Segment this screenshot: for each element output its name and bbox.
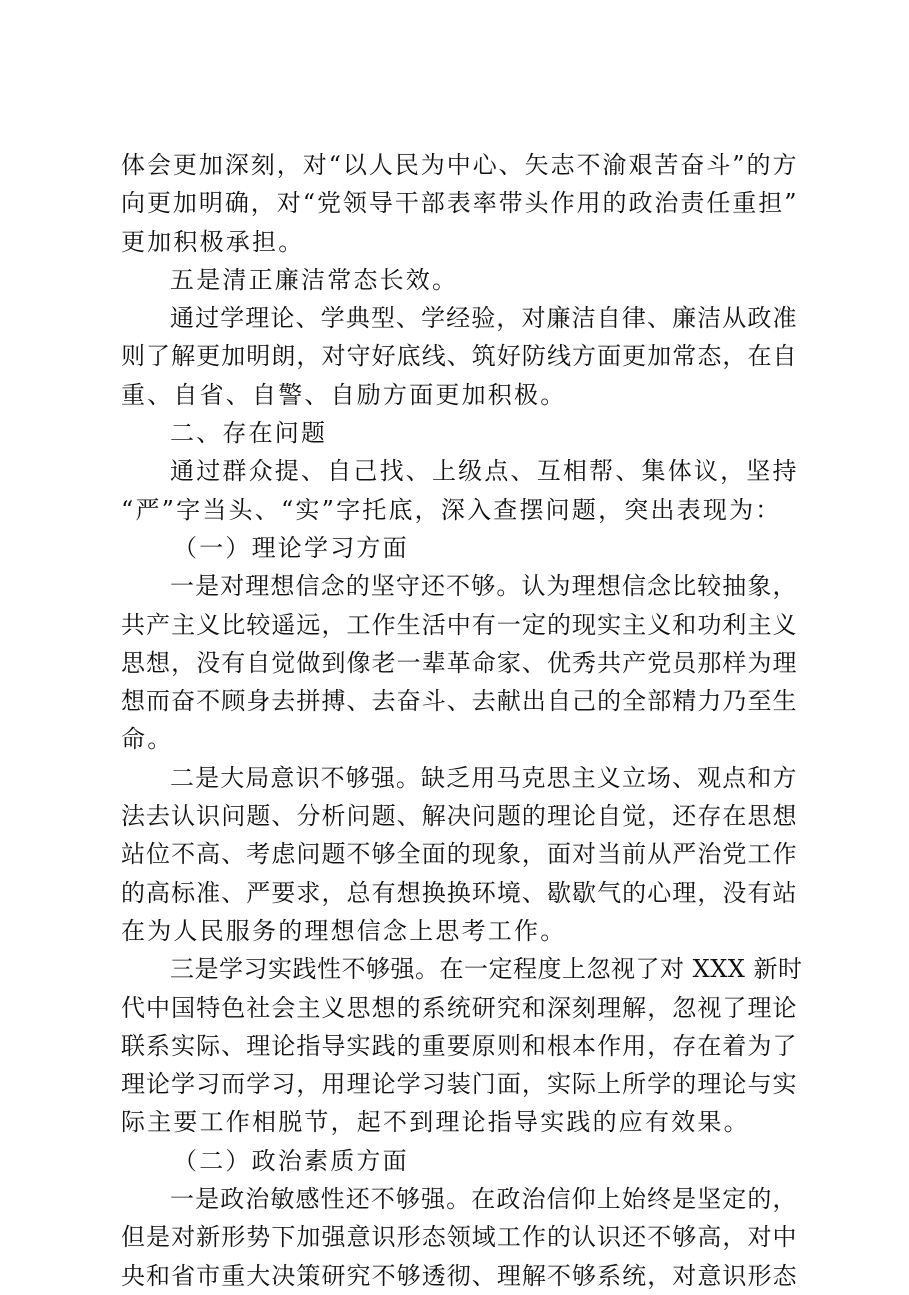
paragraph-body xyxy=(121,759,797,950)
text-line: 站位不高、考虑问题不够全面的现象，面对当前从严治党工作 xyxy=(121,840,797,869)
paragraph-body-open xyxy=(121,1180,797,1295)
text-line: 但是对新形势下加强意识形态领域工作的认识还不够高，对中 xyxy=(121,1223,797,1252)
text-line: 联系实际、理论指导实践的重要原则和根本作用，存在着为了 xyxy=(121,1031,797,1060)
document-body xyxy=(121,146,803,1295)
text-line: 通过学理论、学典型、学经验，对廉洁自律、廉洁从政准 xyxy=(170,304,797,333)
text-line: 更加积极承担。 xyxy=(121,227,305,256)
text-line: 在为人民服务的理想信念上思考工作。 xyxy=(121,916,567,945)
paragraph-body xyxy=(121,950,803,1141)
text-line: 的高标准、严要求，总有想换换环境、歇歇气的心理，没有站 xyxy=(121,878,797,907)
text-line: 央和省市重大决策研究不够透彻、理解不够系统，对意识形态 xyxy=(121,1261,797,1290)
paragraph-subheading xyxy=(121,1142,797,1180)
text-line: 法去认识问题、分析问题、解决问题的理论自觉，还存在思想 xyxy=(121,802,797,831)
paragraph-body-continued xyxy=(121,146,797,261)
text-line: 则了解更加明朗，对守好底线、筑好防线方面更加常态，在自 xyxy=(121,342,797,371)
text-line: 代中国特色社会主义思想的系统研究和深刻理解，忽视了理论 xyxy=(121,993,797,1022)
text-line: “严”字当头、“实”字托底，深入查摆问题，突出表现为： xyxy=(121,495,782,524)
paragraph-heading xyxy=(121,414,797,452)
text-line: 向更加明确，对“党领导干部表率带头作用的政治责任重担” xyxy=(121,189,797,218)
text-line: （一）理论学习方面 xyxy=(173,533,409,562)
text-line: 一是政治敏感性还不够强。在政治信仰上始终是坚定的， xyxy=(170,1185,797,1214)
text-line: 际主要工作相脱节，起不到理论指导实践的应有效果。 xyxy=(121,1108,750,1137)
paragraph-heading xyxy=(121,261,797,299)
text-line: 共产主义比较遥远，工作生活中有一定的现实主义和功利主义 xyxy=(121,610,797,639)
text-line: 思想，没有自觉做到像老一辈革命家、优秀共产党员那样为理 xyxy=(121,648,797,677)
text-line: 三是学习实践性不够强。在一定程度上忽视了对 XXX 新时 xyxy=(170,955,803,984)
text-line: 命。 xyxy=(121,725,174,754)
text-line: 通过群众提、自己找、上级点、互相帮、集体议，坚持 xyxy=(170,457,797,486)
text-line: 二、存在问题 xyxy=(170,419,328,448)
text-line: 体会更加深刻，对“以人民为中心、矢志不渝艰苦奋斗”的方 xyxy=(121,151,797,179)
text-line: 五是清正廉洁常态长效。 xyxy=(170,265,459,294)
paragraph-body xyxy=(121,452,797,529)
paragraph-body xyxy=(121,299,797,414)
text-line: 想而奋不顾身去拼搏、去奋斗、去献出自己的全部精力乃至生 xyxy=(121,687,797,716)
paragraph-body xyxy=(121,567,797,758)
text-line: 二是大局意识不够强。缺乏用马克思主义立场、观点和方 xyxy=(170,763,797,792)
text-line: 重、自省、自警、自励方面更加积极。 xyxy=(121,380,567,409)
text-line: 理论学习而学习，用理论学习装门面，实际上所学的理论与实 xyxy=(121,1070,797,1099)
text-line: 一是对理想信念的坚守还不够。认为理想信念比较抽象， xyxy=(170,572,797,601)
text-line: （二）政治素质方面 xyxy=(173,1146,409,1175)
paragraph-subheading xyxy=(121,529,797,567)
